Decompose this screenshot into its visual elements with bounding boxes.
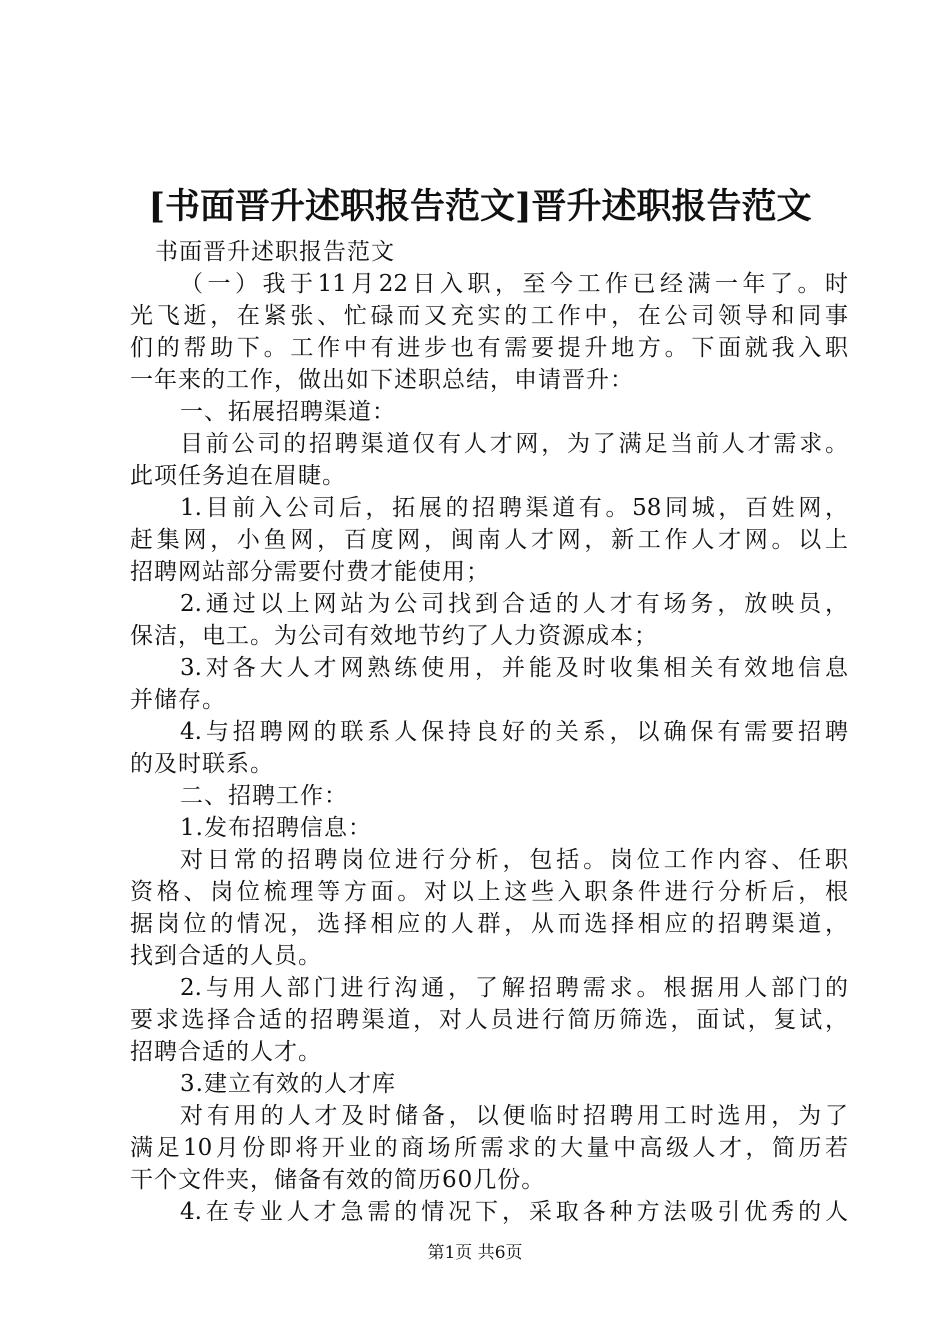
text-line: 的及时联系。 [130, 751, 274, 777]
text-line: 3.建立有效的人才库 [180, 1071, 396, 1097]
text-line: 2.与用人部门进行沟通，了解招聘需求。根据用人部门的 [180, 975, 848, 1001]
text-line: 1.发布招聘信息： [180, 815, 372, 841]
text-line: 对有用的人才及时储备，以便临时招聘用工时选用，为了 [180, 1103, 848, 1129]
text-line: 2.通过以上网站为公司找到合适的人才有场务，放映员， [180, 591, 848, 617]
text-line: 据岗位的情况，选择相应的人群，从而选择相应的招聘渠道， [130, 911, 848, 937]
text-line: 资格、岗位梳理等方面。对以上这些入职条件进行分析后，根 [130, 879, 848, 905]
text-line: 一、拓展招聘渠道： [180, 399, 396, 425]
text-line: （一）我于11月22日入职，至今工作已经满一年了。时 [180, 271, 848, 297]
text-line: 要求选择合适的招聘渠道，对人员进行简历筛选，面试，复试， [130, 1007, 848, 1033]
text-line: 此项任务迫在眉睫。 [130, 463, 346, 489]
text-line: 目前公司的招聘渠道仅有人才网，为了满足当前人才需求。 [180, 431, 848, 457]
text-line: 4.在专业人才急需的情况下，采取各种方法吸引优秀的人 [180, 1199, 848, 1225]
document-body [130, 236, 848, 1228]
text-line: 4.与招聘网的联系人保持良好的关系，以确保有需要招聘 [180, 719, 848, 745]
text-line: 保洁，电工。为公司有效地节约了人力资源成本； [130, 623, 658, 649]
text-line: 干个文件夹，储备有效的简历60几份。 [130, 1167, 546, 1193]
text-line: 1.目前入公司后，拓展的招聘渠道有。58同城，百姓网， [180, 495, 848, 521]
text-line: 一年来的工作，做出如下述职总结，申请晋升： [130, 367, 634, 393]
text-line: 找到合适的人员。 [130, 943, 322, 969]
text-line: 书面晋升述职报告范文 [155, 239, 395, 265]
text-line: 并储存。 [130, 687, 226, 713]
text-line: 招聘合适的人才。 [130, 1039, 322, 1065]
document-title: [书面晋升述职报告范文]晋升述职报告范文 [148, 186, 812, 227]
text-line: 赶集网，小鱼网，百度网，闽南人才网，新工作人才网。以上 [130, 527, 848, 553]
page-footer: 第1页 共6页 [427, 1243, 523, 1263]
text-line: 招聘网站部分需要付费才能使用； [130, 559, 490, 585]
text-line: 们的帮助下。工作中有进步也有需要提升地方。下面就我入职 [130, 335, 848, 361]
text-line: 3.对各大人才网熟练使用，并能及时收集相关有效地信息 [180, 655, 848, 681]
text-line: 二、招聘工作： [180, 783, 348, 809]
text-line: 满足10月份即将开业的商场所需求的大量中高级人才，简历若 [130, 1135, 848, 1161]
text-line: 对日常的招聘岗位进行分析，包括。岗位工作内容、任职 [180, 847, 848, 873]
text-line: 光飞逝，在紧张、忙碌而又充实的工作中，在公司领导和同事 [130, 303, 848, 329]
